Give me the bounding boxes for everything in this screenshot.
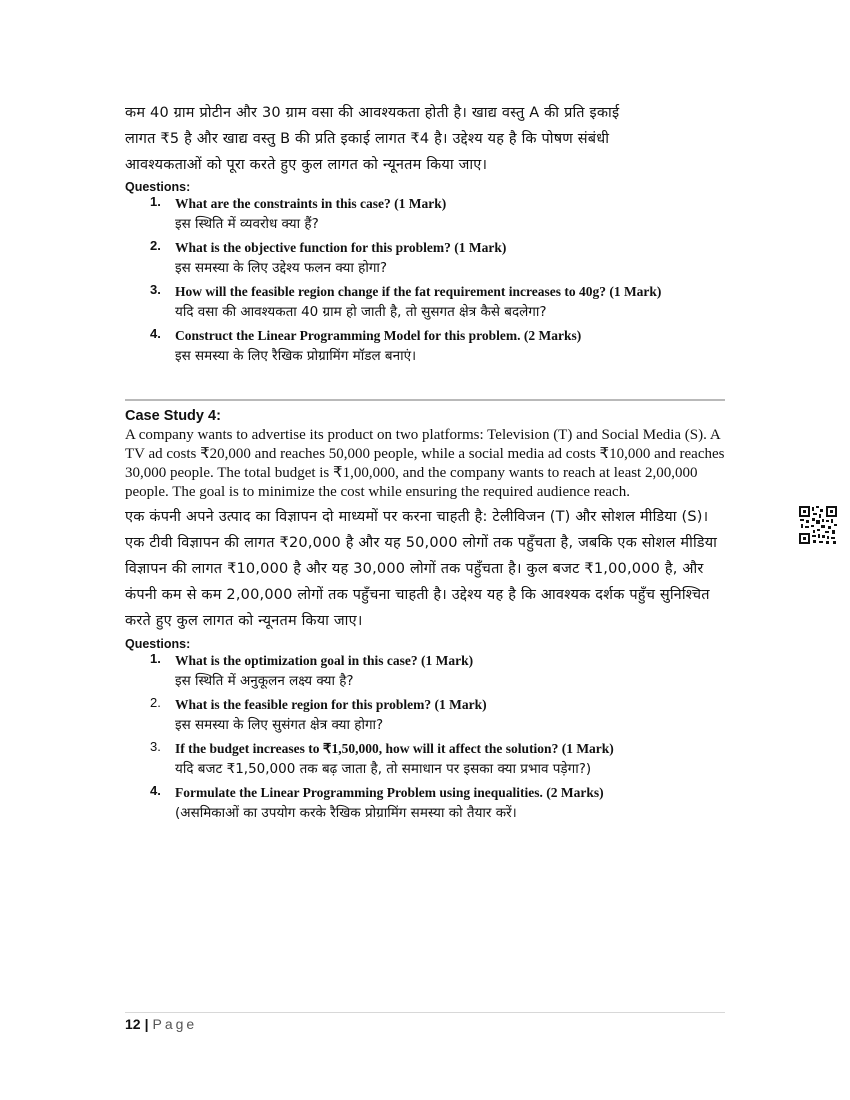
- intro-hindi-line: आवश्यकताओं को पूरा करते हुए कुल लागत को न्यूनतम किया जाए।: [125, 157, 488, 173]
- case-study-3-intro: [125, 100, 725, 370]
- question-hindi: इस समस्या के लिए सुसंगत क्षेत्र क्या होगा?: [175, 717, 384, 733]
- case-study-4: [125, 408, 725, 827]
- question-hindi: यदि बजट ₹1,50,000 तक बढ़ जाता है, तो समाधान पर इसका क्या प्रभाव पड़ेगा?): [175, 761, 592, 777]
- questions-heading: Questions:: [125, 180, 191, 194]
- case-study-english-text: A company wants to advertise its product on two platforms: Television (T) and Social Media (S). A TV ad costs ₹20,000 and reaches 50,000 people, while a social media ad costs ₹10,000 and reaches 30,000 people. The total budget is ₹1,00,000, and the company wants to reach at least 2,00,000 people. The goal is to minimize the cost while ensuring the required audience reach.: [125, 427, 725, 500]
- footer-divider: [125, 1012, 725, 1013]
- question-hindi: इस समस्या के लिए रैखिक प्रोग्रामिंग मॉडल बनाएं।: [175, 348, 417, 364]
- question-item: [125, 326, 725, 367]
- question-english: What is the optimization goal in this case? (1 Mark): [175, 653, 474, 668]
- question-english: What is the objective function for this problem? (1 Mark): [175, 240, 507, 255]
- question-english: What are the constraints in this case? (1 Mark): [175, 196, 447, 211]
- question-hindi: इस स्थिति में अनुकूलन लक्ष्य क्या है?: [175, 673, 354, 689]
- question-list: [125, 194, 725, 367]
- intro-hindi-line: लागत ₹5 है और खाद्य वस्तु B की प्रति इकाई लागत ₹4 है। उद्देश्य यह है कि पोषण संबंधी: [125, 131, 610, 147]
- question-hindi: यदि वसा की आवश्यकता 40 ग्राम हो जाती है, तो सुसगत क्षेत्र कैसे बदलेगा?: [175, 304, 547, 320]
- questions-heading: Questions:: [125, 637, 191, 651]
- question-english: What is the feasible region for this problem? (1 Mark): [175, 697, 487, 712]
- question-english: Formulate the Linear Programming Problem using inequalities. (2 Marks): [175, 785, 604, 800]
- question-list: [125, 651, 725, 824]
- qr-code-icon: [798, 505, 838, 545]
- question-item: [125, 282, 725, 323]
- case-study-title: Case Study 4:: [125, 408, 221, 424]
- intro-hindi-line: कम 40 ग्राम प्रोटीन और 30 ग्राम वसा की आवश्यकता होती है। खाद्य वस्तु A की प्रति इकाई: [125, 105, 620, 121]
- page-footer: [125, 1016, 197, 1032]
- question-number: 4.: [150, 783, 161, 798]
- question-item: [125, 194, 725, 235]
- question-english: How will the feasible region change if the fat requirement increases to 40g? (1 Mark): [175, 284, 662, 299]
- question-number: 2.: [150, 238, 161, 253]
- question-number: 4.: [150, 326, 161, 341]
- question-number: 2.: [150, 695, 161, 710]
- question-number: 1.: [150, 651, 161, 666]
- section-divider: [125, 399, 725, 401]
- question-item: [125, 651, 725, 692]
- question-hindi: इस समस्या के लिए उद्देश्य फलन क्या होगा?: [175, 260, 388, 276]
- question-item: [125, 238, 725, 279]
- question-hindi: इस स्थिति में व्यवरोध क्या हैं?: [175, 216, 319, 232]
- footer-separator: |: [144, 1016, 149, 1032]
- page-label: Page: [152, 1016, 198, 1032]
- question-number: 1.: [150, 194, 161, 209]
- question-item: [125, 783, 725, 824]
- page-number: 12: [125, 1016, 141, 1032]
- question-english: If the budget increases to ₹1,50,000, how will it affect the solution? (1 Mark): [175, 741, 614, 756]
- question-item: [125, 695, 725, 736]
- question-number: 3.: [150, 739, 161, 754]
- question-item: [125, 739, 725, 780]
- case-study-hindi-text: एक कंपनी अपने उत्पाद का विज्ञापन दो माध्यमों पर करना चाहती है: टेलीविजन (T) और सोशल मीडिया (S)। एक टीवी विज्ञापन की लागत ₹20,000 है और यह 50,000 लोगों तक पहुँचता है, जबकि एक सोशल मीडिया विज्ञापन की लागत ₹10,000 है और यह 30,000 लोगों तक पहुँचता है। कुल बजट ₹1,00,000 है, और कंपनी कम से कम 2,00,000 लोगों तक पहुँचना चाहती है। उद्देश्य यह है कि आवश्यक दर्शक पहुँच सुनिश्चित करते हुए कुल लागत को न्यूनतम किया जाए।: [125, 509, 718, 629]
- question-hindi: (असमिकाओं का उपयोग करके रैखिक प्रोग्रामिंग समस्या को तैयार करें।: [175, 805, 517, 821]
- question-number: 3.: [150, 282, 161, 297]
- question-english: Construct the Linear Programming Model for this problem. (2 Marks): [175, 328, 582, 343]
